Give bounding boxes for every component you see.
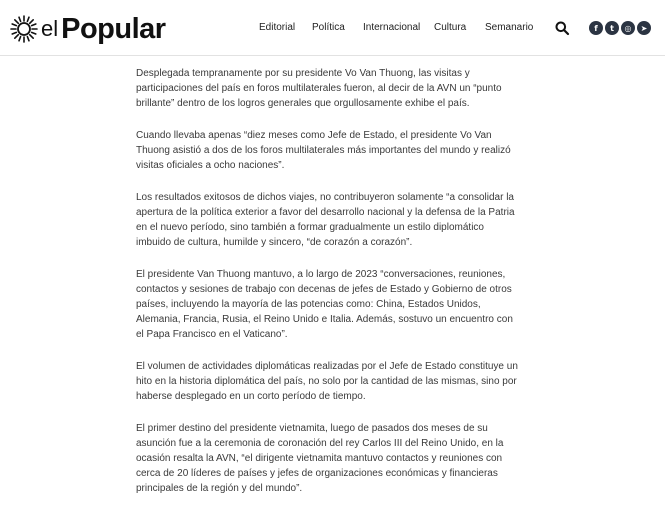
article-paragraph: El volumen de actividades diplomáticas realizadas por el Jefe de Estado constituye un hito en la historia diplomática del país, no solo por la cantidad de las mismas, sino por haberse desplegado en un corto período de tiempo. <box>136 361 518 402</box>
article-body <box>136 66 520 513</box>
nav-politica[interactable]: Política <box>312 22 345 33</box>
article-paragraph: Desplegada tempranamente por su presidente Vo Van Thuong, las visitas y participaciones del país en foros multilaterales fueron, al decir de la AVN un “punto brillante” dentro de los logros generales que orgullosamente exhibe el país. <box>136 68 502 109</box>
twitter-icon[interactable]: t <box>605 21 619 35</box>
article-paragraph: El presidente Van Thuong mantuvo, a lo largo de 2023 “conversaciones, reuniones, contactos y sesiones de trabajo con decenas de jefes de Estado y Gobierno de otros países, incluyendo la mayoría de las potencias como: China, Estados Unidos, Alemania, Francia, Rusia, el Reino Unido e Italia. Además, sostuvo un encuentro con el Papa Francisco en el Vaticano”. <box>136 269 513 340</box>
article-paragraph: Cuando llevaba apenas “diez meses como Jefe de Estado, el presidente Vo Van Thuong asistió a dos de los foros multilaterales más importantes del mundo y realizó visitas oficiales a ocho naciones”. <box>136 130 511 171</box>
nav-cultura[interactable]: Cultura <box>434 22 467 33</box>
nav-editorial[interactable]: Editorial <box>259 22 296 33</box>
logo-prefix: el <box>41 16 59 41</box>
logo-name: Popular <box>61 12 166 45</box>
article-paragraph: El primer destino del presidente vietnamita, luego de pasados dos meses de su asunción fue a la ceremonia de coronación del rey Carlos III del Reino Unido, en la ocasión resalta la AVN, “el dirigente vietnamita mantuvo contactos y reuniones con cerca de 20 líderes de países y jefes de organizaciones económicas y financieras principales de la región y del mundo”. <box>136 423 504 494</box>
search-icon[interactable] <box>555 21 569 35</box>
site-header <box>0 0 665 56</box>
facebook-icon[interactable]: f <box>589 21 603 35</box>
article-paragraph: Los resultados exitosos de dichos viajes, no contribuyeron solamente “a consolidar la apertura de la política exterior a favor del desarrollo nacional y la defensa de la Patria en el nuevo período, sino también a formar gradualmente un estilo diplomático imbuido de cultura, humilde y sincero, “de corazón a corazón”. <box>136 192 515 248</box>
nav-internacional[interactable]: Internacional <box>363 22 421 33</box>
telegram-icon[interactable]: ➤ <box>637 21 651 35</box>
instagram-icon[interactable]: ◎ <box>621 21 635 35</box>
nav-semanario[interactable]: Semanario <box>485 22 534 33</box>
